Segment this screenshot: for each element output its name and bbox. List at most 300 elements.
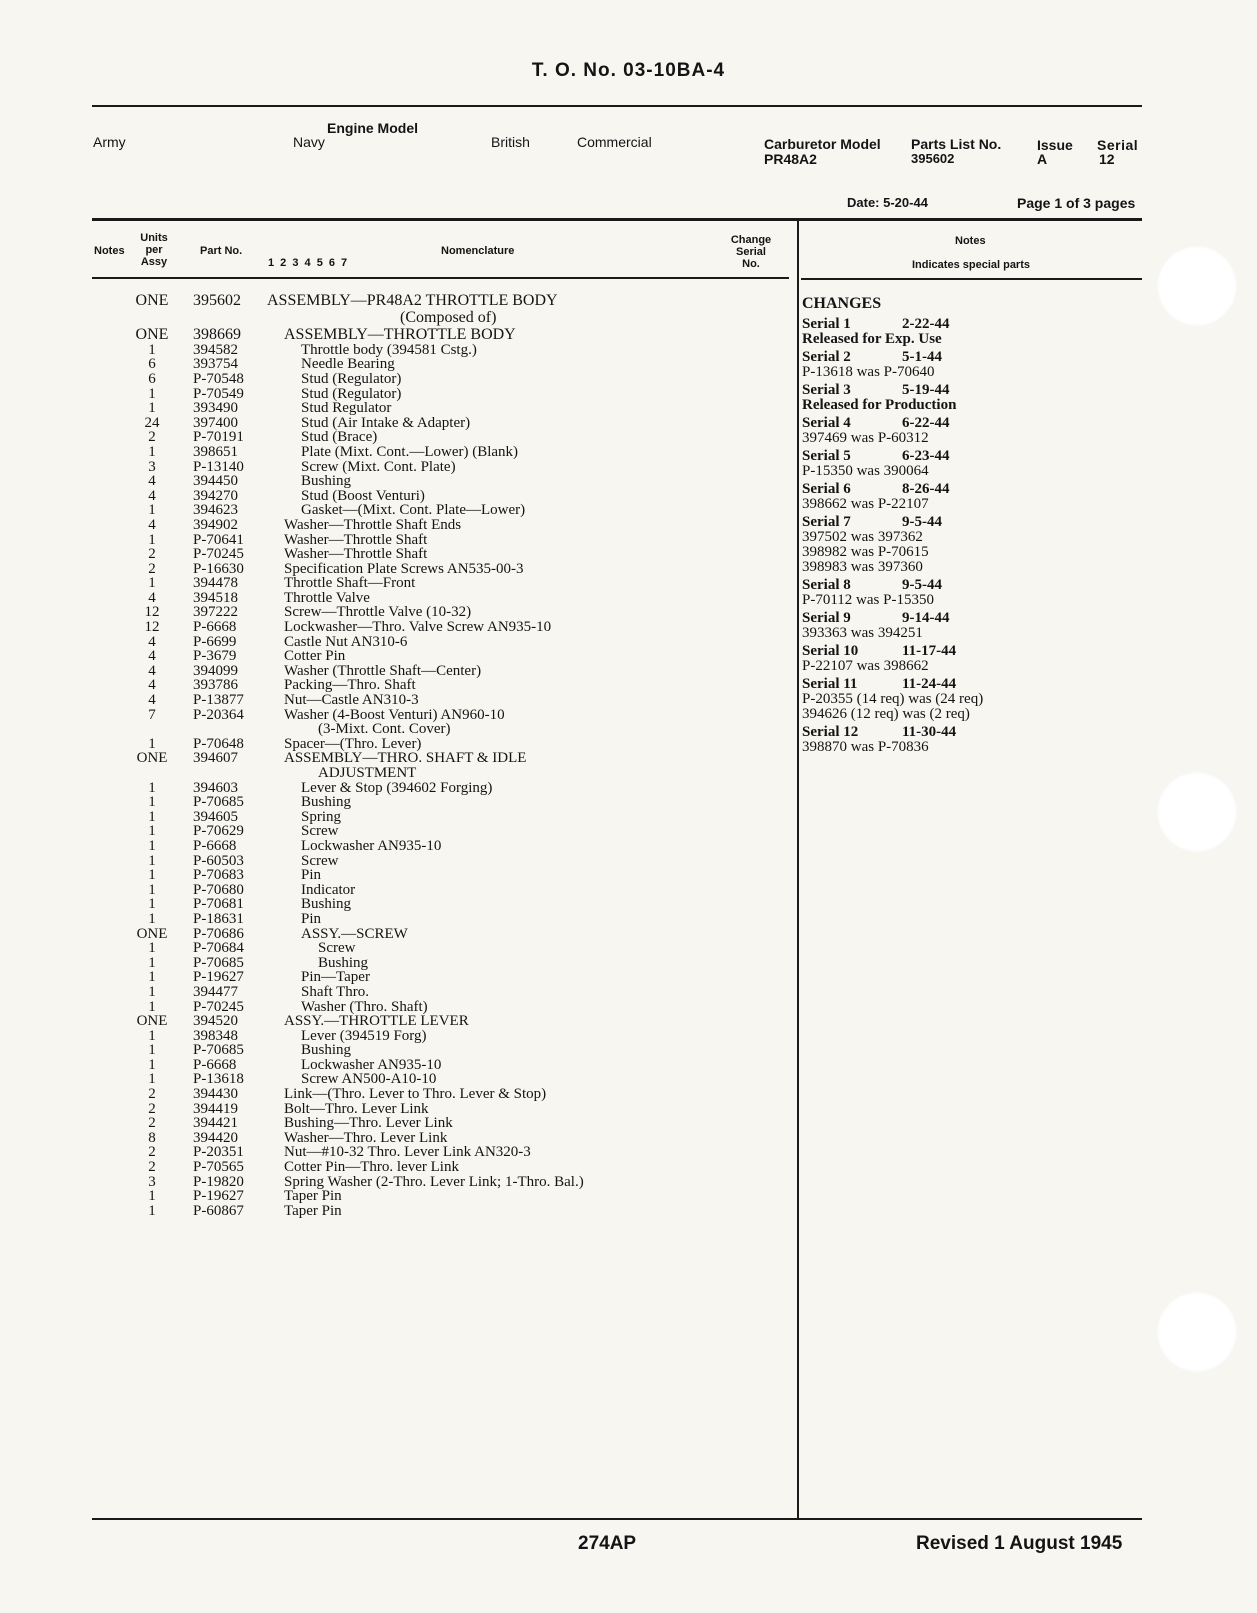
- part-units: 1: [148, 1042, 156, 1059]
- part-row: [0, 401, 790, 416]
- change-date: 6-23-44: [902, 448, 950, 464]
- part-row: [0, 722, 790, 737]
- change-serial: Serial 12: [802, 724, 859, 740]
- part-number: P-19820: [193, 1173, 244, 1190]
- part-nomenclature: Spring: [301, 808, 342, 825]
- part-number: P-70685: [193, 1042, 244, 1059]
- part-number: 394270: [193, 487, 238, 504]
- change-description: 394626 (12 req) was (2 req): [802, 706, 970, 722]
- part-units: 4: [148, 662, 156, 679]
- change-serial: Serial 3: [802, 382, 851, 398]
- part-units: ONE: [136, 1013, 168, 1030]
- part-nomenclature: Screw—Throttle Valve (10-32): [284, 604, 472, 621]
- document-title: T. O. No. 03-10BA-4: [531, 60, 726, 81]
- part-nomenclature: Packing—Thro. Shaft: [284, 677, 416, 694]
- part-number: 394421: [193, 1115, 238, 1132]
- part-number: P-6668: [193, 619, 237, 636]
- change-entry: [802, 611, 1142, 641]
- changes-panel: [802, 295, 1142, 758]
- change-entry-header: [802, 449, 1142, 464]
- part-units: 1: [148, 983, 156, 1000]
- part-units: 1: [148, 1027, 156, 1044]
- part-nomenclature: Lever & Stop (394602 Forging): [301, 779, 493, 796]
- part-units: 1: [148, 910, 156, 927]
- part-row: [0, 664, 790, 679]
- part-number: 394420: [193, 1129, 238, 1146]
- change-entry: [802, 416, 1142, 446]
- part-nomenclature: Bushing—Thro. Lever Link: [284, 1115, 453, 1132]
- part-row: [0, 824, 790, 839]
- change-header-line-3: No.: [742, 258, 760, 270]
- part-number: 394582: [193, 341, 238, 358]
- part-number: P-18631: [193, 910, 244, 927]
- carburetor-model-value: PR48A2: [764, 151, 817, 167]
- change-header-line-1: Change: [730, 234, 772, 246]
- part-row: [0, 854, 790, 869]
- part-row: [0, 489, 790, 504]
- indent-levels-header: 1 2 3 4 5 6 7: [268, 257, 348, 269]
- change-description: 398982 was P-70615: [802, 544, 929, 560]
- change-serial-column-header: [729, 234, 773, 270]
- part-nomenclature: Bushing: [301, 794, 352, 811]
- change-entry-header: [802, 482, 1142, 497]
- part-units: 1: [148, 794, 156, 811]
- change-entry-header: [802, 725, 1142, 740]
- part-units: 4: [148, 677, 156, 694]
- part-nomenclature: Washer—Throttle Shaft: [284, 546, 428, 563]
- part-row: [0, 1058, 790, 1073]
- part-nomenclature: Screw AN500-A10-10: [301, 1071, 437, 1088]
- change-entry-header: [802, 644, 1142, 659]
- part-number: 398669: [193, 326, 241, 344]
- part-nomenclature: Lever (394519 Forg): [301, 1027, 427, 1044]
- part-row: [0, 503, 790, 518]
- part-row: [0, 620, 790, 635]
- nomenclature-column-header: Nomenclature: [441, 245, 515, 257]
- part-nomenclature: Throttle Shaft—Front: [284, 575, 416, 592]
- part-units: 4: [148, 648, 156, 665]
- change-description: 397502 was 397362: [802, 529, 923, 545]
- part-nomenclature: Washer—Throttle Shaft: [284, 531, 428, 548]
- part-units: 1: [148, 896, 156, 913]
- part-number: P-70245: [193, 546, 244, 563]
- change-description: 397469 was P-60312: [802, 430, 929, 446]
- part-row: [0, 1145, 790, 1160]
- part-number: P-16630: [193, 560, 244, 577]
- part-nomenclature: Specification Plate Screws AN535-00-3: [284, 560, 524, 577]
- part-nomenclature: Spacer—(Thro. Lever): [284, 735, 422, 752]
- page-count: Page 1 of 3 pages: [1017, 195, 1136, 211]
- part-units: 4: [148, 633, 156, 650]
- binder-hole-top: [1157, 246, 1237, 326]
- part-row: [0, 430, 790, 445]
- part-number: P-70683: [193, 867, 244, 884]
- part-units: 1: [148, 954, 156, 971]
- part-number: 398348: [193, 1027, 238, 1044]
- part-units: 1: [148, 735, 156, 752]
- units-column-header: [134, 232, 174, 268]
- change-serial: Serial 1: [802, 316, 851, 332]
- change-date: 2-22-44: [902, 316, 950, 332]
- part-row: [0, 605, 790, 620]
- part-row: [0, 708, 790, 723]
- header-top-rule: [92, 105, 1142, 107]
- commercial-label: Commercial: [577, 134, 652, 150]
- part-nomenclature: Stud (Regulator): [301, 385, 402, 402]
- part-row: [0, 751, 790, 766]
- part-units: 1: [148, 881, 156, 898]
- change-date: 11-24-44: [902, 676, 957, 692]
- part-row: [0, 941, 790, 956]
- part-units: 3: [148, 1173, 156, 1190]
- part-units: ONE: [136, 750, 168, 767]
- part-number: 394477: [193, 983, 238, 1000]
- army-label: Army: [93, 134, 126, 150]
- change-date: 9-14-44: [902, 610, 950, 626]
- part-units: 1: [148, 823, 156, 840]
- change-description: P-15350 was 390064: [802, 463, 929, 479]
- part-number: P-13618: [193, 1071, 244, 1088]
- part-nomenclature: Plate (Mixt. Cont.—Lower) (Blank): [301, 443, 519, 460]
- part-nomenclature: Needle Bearing: [301, 356, 395, 373]
- changes-title: CHANGES: [802, 295, 882, 312]
- change-header-line-2: Serial: [736, 246, 766, 258]
- part-nomenclature: Stud (Brace): [301, 429, 378, 446]
- part-nomenclature: Cotter Pin—Thro. lever Link: [284, 1159, 459, 1176]
- part-units: 4: [148, 692, 156, 709]
- part-nomenclature: ASSEMBLY—THROTTLE BODY: [284, 326, 516, 344]
- change-serial: Serial 10: [802, 643, 859, 659]
- part-units: 4: [148, 589, 156, 606]
- part-number: P-70549: [193, 385, 244, 402]
- part-number: 397222: [193, 604, 238, 621]
- part-units: ONE: [135, 292, 169, 309]
- part-nomenclature: Washer—Throttle Shaft Ends: [284, 516, 462, 533]
- part-number: 394450: [193, 473, 238, 490]
- part-nomenclature: Bushing: [318, 954, 369, 971]
- part-nomenclature: Pin: [301, 910, 322, 927]
- part-nomenclature: Nut—#10-32 Thro. Lever Link AN320-3: [284, 1144, 531, 1161]
- part-row: [0, 576, 790, 591]
- part-nomenclature: Gasket—(Mixt. Cont. Plate—Lower): [301, 502, 526, 519]
- change-description: 398870 was P-70836: [802, 739, 929, 755]
- change-description: P-20355 (14 req) was (24 req): [802, 691, 984, 707]
- part-row: [0, 328, 790, 343]
- part-number: 394430: [193, 1086, 238, 1103]
- part-row: [0, 985, 790, 1000]
- change-date: 5-1-44: [902, 349, 942, 365]
- change-entry: [802, 644, 1142, 674]
- left-header-rule: [92, 277, 789, 279]
- part-number: P-70680: [193, 881, 244, 898]
- part-number: 394605: [193, 808, 238, 825]
- part-units: 2: [148, 1115, 156, 1132]
- part-units: 6: [148, 370, 156, 387]
- part-number: P-60503: [193, 852, 244, 869]
- part-row: [0, 343, 790, 358]
- part-units: 4: [148, 487, 156, 504]
- part-nomenclature: Throttle body (394581 Cstg.): [301, 341, 477, 358]
- part-row: [0, 1072, 790, 1087]
- change-date: 11-17-44: [902, 643, 957, 659]
- footer-code: 274AP: [578, 1533, 637, 1554]
- part-nomenclature: Bushing: [301, 1042, 352, 1059]
- change-date: 9-5-44: [902, 577, 942, 593]
- part-units: 2: [148, 1100, 156, 1117]
- part-units: 1: [148, 1202, 156, 1219]
- revision-date: Revised 1 August 1945: [916, 1533, 1123, 1554]
- part-number: P-70629: [193, 823, 244, 840]
- change-entry-header: [802, 611, 1142, 626]
- part-number: P-70548: [193, 370, 244, 387]
- change-serial: Serial 11: [802, 676, 858, 692]
- part-nomenclature: ASSY.—THROTTLE LEVER: [284, 1013, 469, 1030]
- part-number: P-13140: [193, 458, 244, 475]
- part-units: 24: [144, 414, 160, 431]
- part-row: [0, 357, 790, 372]
- issue-label: Issue: [1037, 137, 1073, 153]
- part-nomenclature: (3-Mixt. Cont. Cover): [318, 721, 451, 738]
- part-row: [0, 416, 790, 431]
- part-number: 397400: [193, 414, 238, 431]
- part-units: ONE: [136, 925, 168, 942]
- part-row: [0, 547, 790, 562]
- part-number: 394419: [193, 1100, 238, 1117]
- change-description: P-22107 was 398662: [802, 658, 929, 674]
- part-row: [0, 1087, 790, 1102]
- part-units: 1: [148, 808, 156, 825]
- part-row: [0, 678, 790, 693]
- date-text: Date: 5-20-44: [847, 195, 928, 210]
- change-serial: Serial 5: [802, 448, 851, 464]
- change-serial: Serial 2: [802, 349, 851, 365]
- change-entry-header: [802, 578, 1142, 593]
- part-units: 7: [148, 706, 156, 723]
- part-number: P-6668: [193, 837, 237, 854]
- navy-label: Navy: [293, 134, 325, 150]
- carburetor-model-label: Carburetor Model: [764, 136, 881, 152]
- part-units: 1: [148, 443, 156, 460]
- part-units: 1: [148, 502, 156, 519]
- part-row: [0, 766, 790, 781]
- change-serial: Serial 9: [802, 610, 851, 626]
- change-entry-header: [802, 515, 1142, 530]
- changes-list: [802, 317, 1142, 755]
- change-entry: [802, 578, 1142, 608]
- binder-hole-bottom: [1157, 1292, 1237, 1372]
- part-nomenclature: Stud (Regulator): [301, 370, 402, 387]
- part-number-column-header: Part No.: [200, 245, 243, 257]
- part-number: 393490: [193, 400, 238, 417]
- part-units: 1: [148, 969, 156, 986]
- part-nomenclature: Screw: [301, 852, 339, 869]
- part-row: [0, 839, 790, 854]
- part-units: 1: [148, 852, 156, 869]
- part-nomenclature: Cotter Pin: [284, 648, 346, 665]
- part-nomenclature: Spring Washer (2-Thro. Lever Link; 1-Thro. Bal.): [284, 1173, 584, 1190]
- part-number: P-19627: [193, 1188, 244, 1205]
- part-number: P-19627: [193, 969, 244, 986]
- part-units: 12: [144, 619, 160, 636]
- part-nomenclature: Nut—Castle AN310-3: [284, 692, 419, 709]
- part-number: P-70685: [193, 794, 244, 811]
- change-date: 9-5-44: [902, 514, 942, 530]
- part-nomenclature: Throttle Valve: [284, 589, 370, 606]
- change-entry: [802, 350, 1142, 380]
- part-units: 2: [148, 1159, 156, 1176]
- part-number: 394902: [193, 516, 238, 533]
- engine-model-label: Engine Model: [327, 120, 418, 136]
- part-row: [0, 591, 790, 606]
- part-number: P-70685: [193, 954, 244, 971]
- change-serial: Serial 7: [802, 514, 851, 530]
- part-nomenclature: Taper Pin: [284, 1188, 342, 1205]
- part-units: 2: [148, 546, 156, 563]
- part-row: [0, 1175, 790, 1190]
- part-row: [0, 883, 790, 898]
- part-units: 1: [148, 385, 156, 402]
- change-serial: Serial 4: [802, 415, 851, 431]
- part-units: 1: [148, 998, 156, 1015]
- part-nomenclature: Bushing: [301, 896, 352, 913]
- right-header-rule: [801, 278, 1142, 280]
- part-number: 394607: [193, 750, 238, 767]
- part-units: 1: [148, 1071, 156, 1088]
- part-row: [0, 1131, 790, 1146]
- change-description: Released for Production: [802, 397, 957, 413]
- part-units: 1: [148, 837, 156, 854]
- part-units: 2: [148, 1086, 156, 1103]
- part-nomenclature: Screw: [301, 823, 339, 840]
- part-nomenclature: Washer (4-Boost Venturi) AN960-10: [284, 706, 505, 723]
- part-row: [0, 372, 790, 387]
- part-number: 394099: [193, 662, 238, 679]
- notes-column-header: Notes: [94, 245, 125, 257]
- part-units: 12: [144, 604, 160, 621]
- change-entry: [802, 515, 1142, 575]
- part-units: 1: [148, 575, 156, 592]
- part-row: [0, 1000, 790, 1015]
- part-row: [0, 518, 790, 533]
- part-units: 3: [148, 458, 156, 475]
- part-row: [0, 897, 790, 912]
- part-nomenclature: Stud (Boost Venturi): [301, 487, 425, 504]
- serial-label: Serial: [1097, 137, 1139, 153]
- binder-hole-middle: [1157, 772, 1237, 852]
- column-divider: [797, 220, 799, 1520]
- part-number: P-70648: [193, 735, 244, 752]
- part-row: [0, 781, 790, 796]
- part-number: 394603: [193, 779, 238, 796]
- part-row: [0, 1043, 790, 1058]
- units-header-line-1: Units: [140, 232, 168, 244]
- part-number: 394518: [193, 589, 238, 606]
- parts-list-label: Parts List No.: [911, 136, 1002, 152]
- part-nomenclature: Lockwasher—Thro. Valve Screw AN935-10: [284, 619, 552, 636]
- part-nomenclature: Link—(Thro. Lever to Thro. Lever & Stop): [284, 1086, 547, 1103]
- part-row: [0, 1116, 790, 1131]
- part-row: [0, 474, 790, 489]
- part-row: [0, 810, 790, 825]
- part-nomenclature: ASSEMBLY—PR48A2 THROTTLE BODY: [267, 292, 558, 309]
- change-date: 5-19-44: [902, 382, 950, 398]
- part-units: ONE: [135, 326, 169, 344]
- change-description: P-70112 was P-15350: [802, 592, 934, 608]
- part-units: 1: [148, 779, 156, 796]
- part-number: P-70681: [193, 896, 244, 913]
- change-description: Released for Exp. Use: [802, 331, 942, 347]
- part-number: P-20364: [193, 706, 244, 723]
- change-entry-header: [802, 317, 1142, 332]
- part-row: [0, 737, 790, 752]
- part-nomenclature: Lockwasher AN935-10: [301, 1056, 442, 1073]
- part-nomenclature: (Composed of): [400, 308, 497, 326]
- part-nomenclature: Indicator: [301, 881, 356, 898]
- part-number: 398651: [193, 443, 238, 460]
- change-description: 398662 was P-22107: [802, 496, 929, 512]
- part-number: P-6668: [193, 1056, 237, 1073]
- part-units: 1: [148, 1056, 156, 1073]
- part-number: P-70686: [193, 925, 244, 942]
- change-description: P-13618 was P-70640: [802, 364, 935, 380]
- part-row: [0, 1014, 790, 1029]
- part-number: 393754: [193, 356, 238, 373]
- issue-value: A: [1037, 151, 1048, 167]
- part-row: [0, 927, 790, 942]
- change-entry-header: [802, 350, 1142, 365]
- part-row: [0, 970, 790, 985]
- change-serial: Serial 8: [802, 577, 851, 593]
- change-entry-header: [802, 416, 1142, 431]
- part-row: [0, 1029, 790, 1044]
- change-serial: Serial 6: [802, 481, 851, 497]
- part-number: P-3679: [193, 648, 237, 665]
- part-number: P-13877: [193, 692, 244, 709]
- change-date: 8-26-44: [902, 481, 950, 497]
- change-entry: [802, 317, 1142, 347]
- part-units: 4: [148, 516, 156, 533]
- part-row: [0, 1204, 790, 1219]
- part-row: [0, 635, 790, 650]
- change-entry: [802, 449, 1142, 479]
- part-row: [0, 387, 790, 402]
- part-nomenclature: Bushing: [301, 473, 352, 490]
- part-number: P-70245: [193, 998, 244, 1015]
- part-nomenclature: ASSEMBLY—THRO. SHAFT & IDLE: [284, 750, 527, 767]
- part-number: P-70641: [193, 531, 244, 548]
- part-nomenclature: Lockwasher AN935-10: [301, 837, 442, 854]
- part-row: [0, 460, 790, 475]
- change-description: 398983 was 397360: [802, 559, 923, 575]
- part-number: P-70191: [193, 429, 244, 446]
- part-number: P-6699: [193, 633, 237, 650]
- part-row: [0, 693, 790, 708]
- part-number: 393786: [193, 677, 238, 694]
- part-nomenclature: Screw (Mixt. Cont. Plate): [301, 458, 456, 475]
- part-nomenclature: Stud (Air Intake & Adapter): [301, 414, 471, 431]
- change-date: 11-30-44: [902, 724, 957, 740]
- table-top-rule: [92, 218, 1142, 221]
- part-units: 2: [148, 429, 156, 446]
- part-row: [0, 308, 790, 326]
- part-row: [0, 912, 790, 927]
- change-entry: [802, 383, 1142, 413]
- special-parts-note: Indicates special parts: [912, 259, 1030, 271]
- part-units: 4: [148, 473, 156, 490]
- footer-rule: [92, 1518, 1142, 1520]
- part-number: 394520: [193, 1013, 238, 1030]
- part-row: [0, 956, 790, 971]
